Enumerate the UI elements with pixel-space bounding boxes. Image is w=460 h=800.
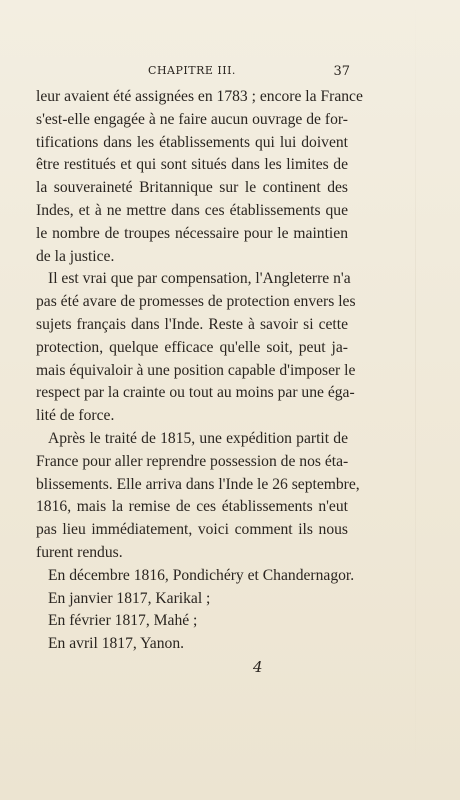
- text-line: leur avaient été assignées en 1783 ; encore la France: [36, 88, 363, 105]
- text-line: France pour aller reprendre possession de nos éta-: [36, 452, 349, 470]
- text-line: pas lieu immédiatement, voici comment ils nous: [36, 521, 348, 539]
- text-line: mais équivaloir à une position capable d'imposer le: [36, 361, 356, 379]
- text-line: Après le traité de 1815, une expédition partit de: [48, 429, 348, 447]
- text-line: furent rendus.: [36, 543, 123, 561]
- text-line: blissements. Elle arriva dans l'Inde le 26 septembre,: [36, 475, 360, 493]
- text-line: pas été avare de promesses de protection envers les: [36, 293, 356, 311]
- list-item: En décembre 1816, Pondichéry et Chandernagor.: [48, 566, 355, 584]
- text-line: sujets français dans l'Inde. Reste à savoir si cette: [36, 315, 348, 333]
- body-text: [36, 86, 363, 656]
- text-line: de la justice.: [36, 247, 115, 265]
- text-line: s'est-elle engagée à ne faire aucun ouvrage de for-: [36, 110, 348, 128]
- list-item: En janvier 1817, Karikal ;: [48, 589, 211, 607]
- page-number: 37: [333, 64, 350, 79]
- text-line: la souveraineté Britannique sur le continent des: [36, 179, 348, 197]
- list-item: En avril 1817, Yanon.: [48, 635, 185, 653]
- text-line: être restitués et qui sont situés dans les limites de: [36, 156, 348, 174]
- text-line: Il est vrai que par compensation, l'Angleterre n'a: [48, 270, 351, 288]
- text-line: le nombre de troupes nécessaire pour le maintien: [36, 224, 348, 242]
- signature-mark: 4: [253, 658, 263, 676]
- list-item: En février 1817, Mahé ;: [48, 612, 198, 630]
- text-line: lité de force.: [36, 407, 115, 425]
- text-line: respect par la crainte ou tout au moins par une éga-: [36, 384, 355, 402]
- text-line: 1816, mais la remise de ces établissements n'eut: [36, 498, 348, 516]
- text-line: protection, quelque efficace qu'elle soit, peut ja-: [36, 338, 348, 356]
- page-fold-shadow: [415, 0, 416, 800]
- chapter-heading: CHAPITRE III.: [148, 64, 236, 77]
- running-header: [36, 64, 348, 82]
- text-line: tifications dans les établissements qui lui doivent: [36, 133, 348, 151]
- text-line: Indes, et à ne mettre dans ces établissements que: [36, 201, 348, 219]
